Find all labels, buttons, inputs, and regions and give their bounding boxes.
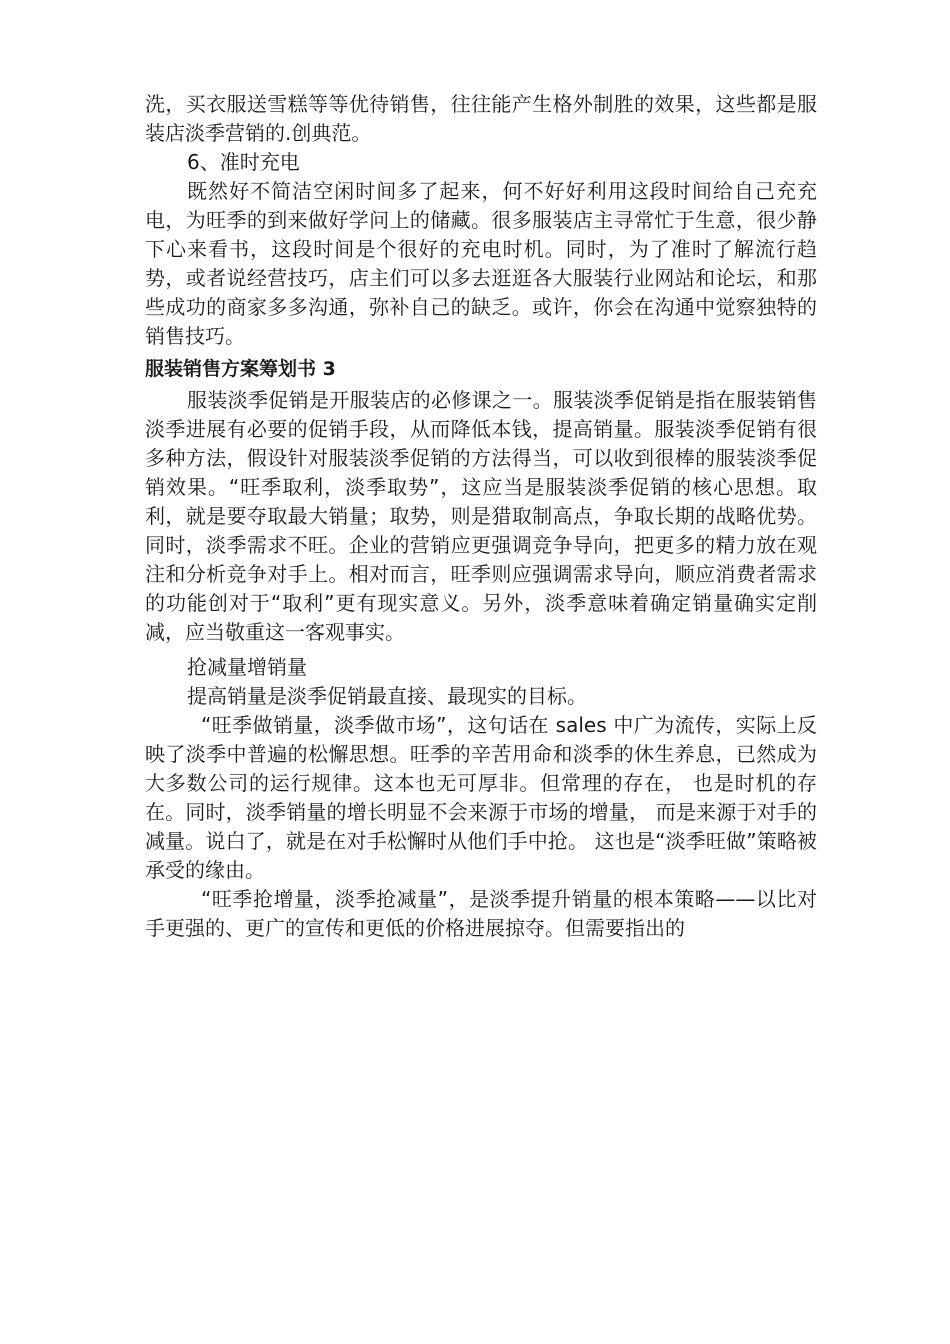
document-body <box>145 90 817 943</box>
subheading-grab-reduction: 抢减量增销量 <box>187 655 307 679</box>
paragraph-off-season-promo: 服装淡季促销是开服装店的必修课之一。服装淡季促销是指在服装销售淡季进展有必要的促销手段，从而降低本钱，提高销量。服装淡季促销有很多种方法，假设针对服装淡季促销的方法得当，可以收到很棒的服装淡季促销效果。“旺季取利，淡季取势”，这应当是服装淡季促销的核心思想。取利，就是要夺取最大销量；取势，则是猎取制高点，争取长期的战略优势。同时，淡季需求不旺。企业的营销应更强调竞争导向，把更多的精力放在观注和分析竞争对手上。相对而言，旺季则应强调需求导向，顺应消费者需求的功能创对于“取利”更有现实意义。另外，淡季意味着确定销量确实定削减，应当敬重这一客观事实。 <box>145 388 817 644</box>
section-heading: 服装销售方案筹划书 3 <box>145 358 336 380</box>
section-item-recharge: 6、准时充电 <box>187 150 300 174</box>
paragraph-recharge: 既然好不简洁空闲时间多了起来，何不好好利用这段时间给自己充充电，为旺季的到来做好学问上的储藏。很多服装店主寻常忙于生意，很少静下心来看书，这段时间是个很好的充电时机。同时，为了准时了解流行趋势，或者说经营技巧，店主们可以多去逛逛各大服装行业网站和论坛，和那些成功的商家多多沟通，弥补自己的缺乏。或许，你会在沟通中觉察独特的销售技巧。 <box>145 179 817 348</box>
paragraph-promo-examples: 洗，买衣服送雪糕等等优待销售，往往能产生格外制胜的效果，这些都是服装店淡季营销的.创典范。 <box>145 92 817 145</box>
paragraph-sales-goal: 提高销量是淡季促销最直接、最现实的目标。 <box>187 684 587 708</box>
paragraph-strategy: “旺季抢增量，淡季抢减量”，是淡季提升销量的根本策略——以比对手更强的、更广的宣传和更低的价格进展掠夺。但需要指出的 <box>145 887 817 940</box>
paragraph-peak-season-saying: “旺季做销量，淡季做市场”，这句话在 sales 中广为流传，实际上反映了淡季中普遍的松懈思想。旺季的辛苦用命和淡季的休生养息，已然成为大多数公司的运行规律。这本也无可厚非。但常理的存在， 也是时机的存在。同时，淡季销量的增长明显不会来源于市场的增量， 而是来源于对手的减量。说白了，就是在对手松懈时从他们手中抢。 这也是“淡季旺做”策略被承受的缘由。 <box>145 713 817 882</box>
